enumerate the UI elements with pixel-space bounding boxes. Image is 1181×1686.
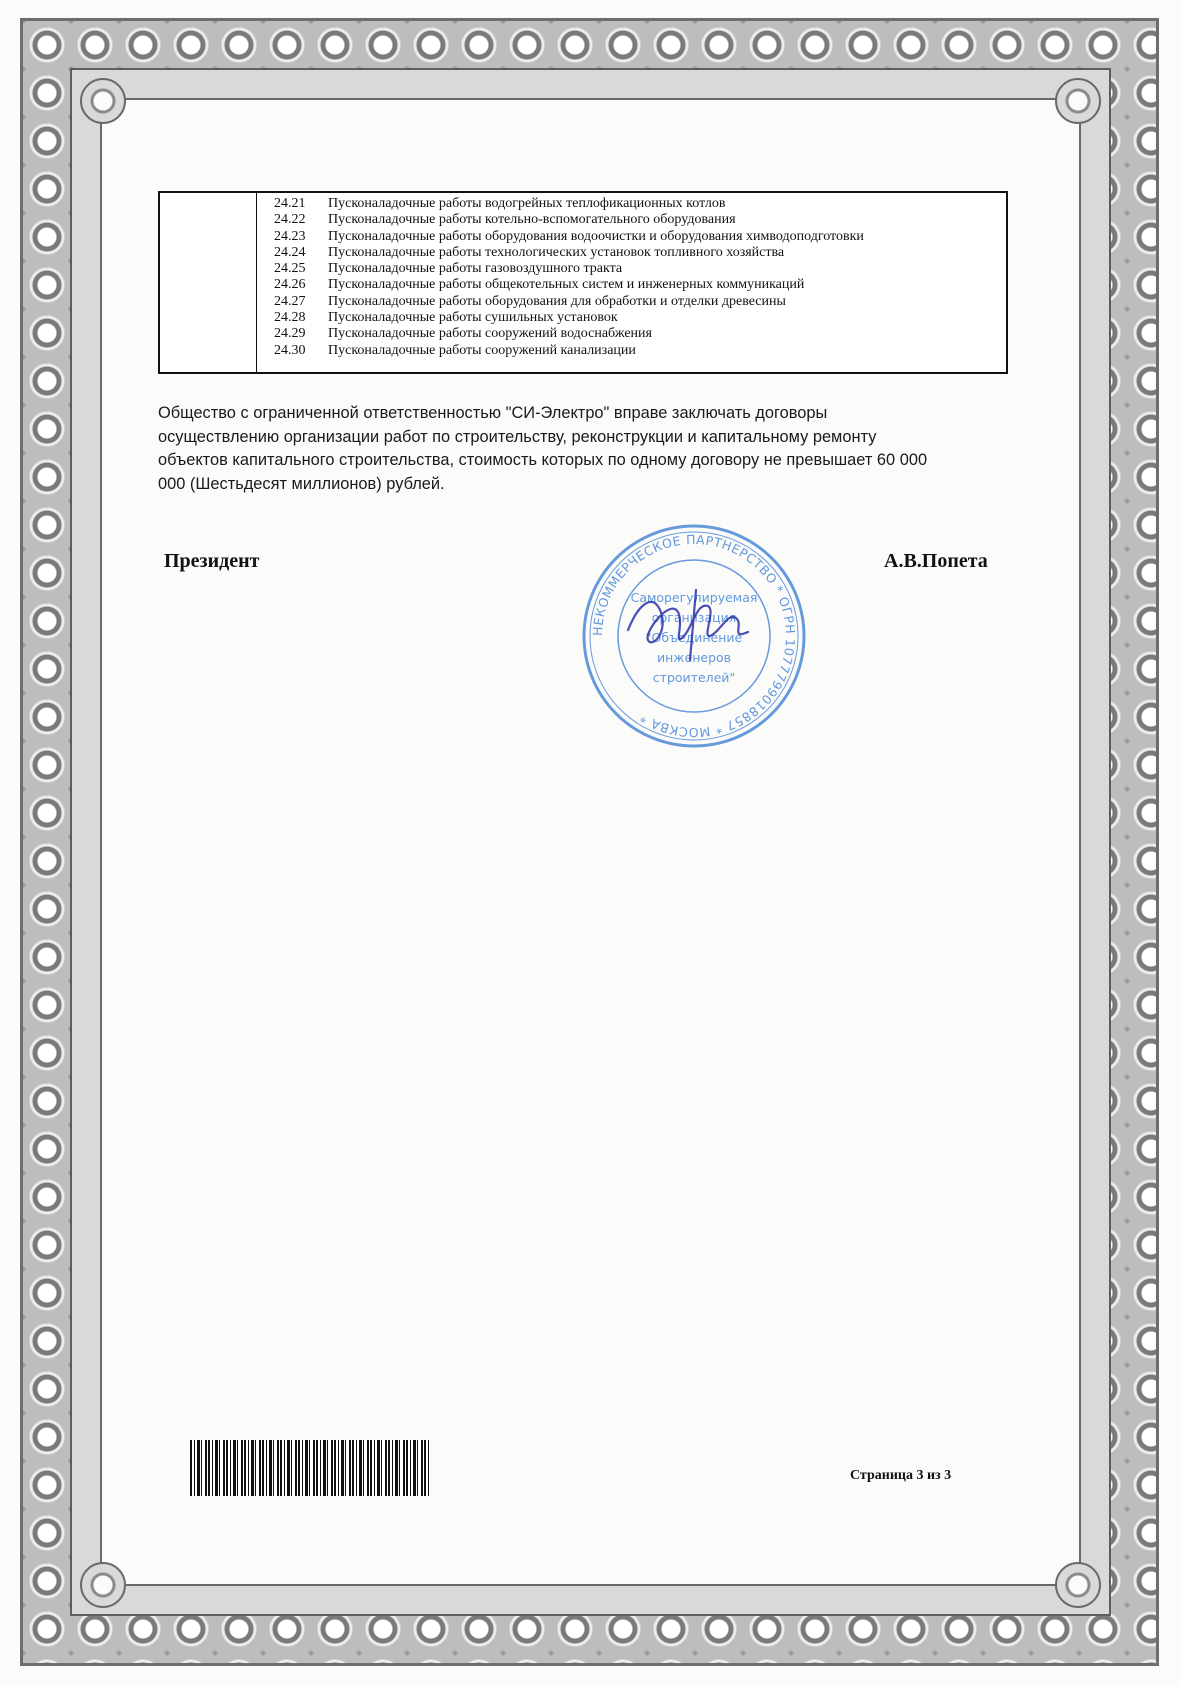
stamp-center-text: организация [651,610,737,625]
paragraph-line: Общество с ограниченной ответственностью "СИ-Электро" вправе заключать договоры [158,404,828,422]
table-row [160,343,1006,359]
work-code: 24.25 [274,261,306,277]
corner-ornament-icon [1055,78,1101,124]
page-number: Страница 3 из 3 [850,1468,952,1483]
corner-ornament-icon [1055,1562,1101,1608]
table-row [160,294,1006,310]
table-row [160,310,1006,326]
work-code: 24.26 [274,277,306,293]
barcode [190,1440,430,1496]
table-row [160,245,1006,261]
work-description: Пусконаладочные работы водогрейных теплофикационных котлов [328,196,726,211]
paragraph-line: объектов капитального строительства, стоимость которых по одному договору не превышает 60 000 [158,451,928,469]
table-row [160,326,1006,342]
stamp-center-text: "Объединение [645,630,743,645]
work-code: 24.21 [274,196,306,211]
works-list-rows [160,196,1006,359]
stamp-center-text: Саморегулируемая [630,590,758,605]
table-row [160,196,1006,212]
stamp-center-text: инженеров [656,650,732,665]
work-description: Пусконаладочные работы газовоздушного тракта [328,261,623,277]
work-code: 24.22 [274,212,306,228]
work-description: Пусконаладочные работы котельно-вспомогательного оборудования [328,212,736,228]
corner-ornament-icon [80,1562,126,1608]
works-list-table [158,191,1008,374]
table-row [160,212,1006,228]
signatory-name: А.В.Попета [884,550,988,572]
work-code: 24.23 [274,228,306,244]
permission-paragraph [158,402,1028,496]
paragraph-line: осуществлению организации работ по строительству, реконструкции и капитальному ремонту [158,427,877,446]
organization-stamp-icon [578,520,810,752]
work-code: 24.29 [274,326,306,342]
work-description: Пусконаладочные работы сушильных установок [328,310,618,326]
stamp-center-text: строителей" [652,670,736,685]
work-code: 24.27 [274,293,306,309]
work-description: Пусконаладочные работы сооружений водоснабжения [328,326,652,342]
work-code: 24.30 [274,342,306,358]
stamp-ring-text: НЕКОММЕРЧЕСКОЕ ПАРТНЕРСТВО * ОГРН 1077799018857 * МОСКВА * [589,531,799,741]
work-description: Пусконаладочные работы технологических установок топливного хозяйства [328,244,785,260]
paragraph-line: 000 (Шестьдесят миллионов) рублей. [158,474,445,493]
work-code: 24.24 [274,244,306,260]
signatory-title: Президент [164,550,260,572]
work-description: Пусконаладочные работы оборудования для обработки и отделки древесины [328,293,786,309]
work-description: Пусконаладочные работы оборудования водоочистки и оборудования химводоподготовки [328,228,864,244]
corner-ornament-icon [80,78,126,124]
table-row [160,277,1006,293]
work-description: Пусконаладочные работы общекотельных систем и инженерных коммуникаций [328,277,805,293]
work-code: 24.28 [274,310,306,326]
work-description: Пусконаладочные работы сооружений канализации [328,342,636,358]
table-row [160,261,1006,277]
table-row [160,229,1006,245]
